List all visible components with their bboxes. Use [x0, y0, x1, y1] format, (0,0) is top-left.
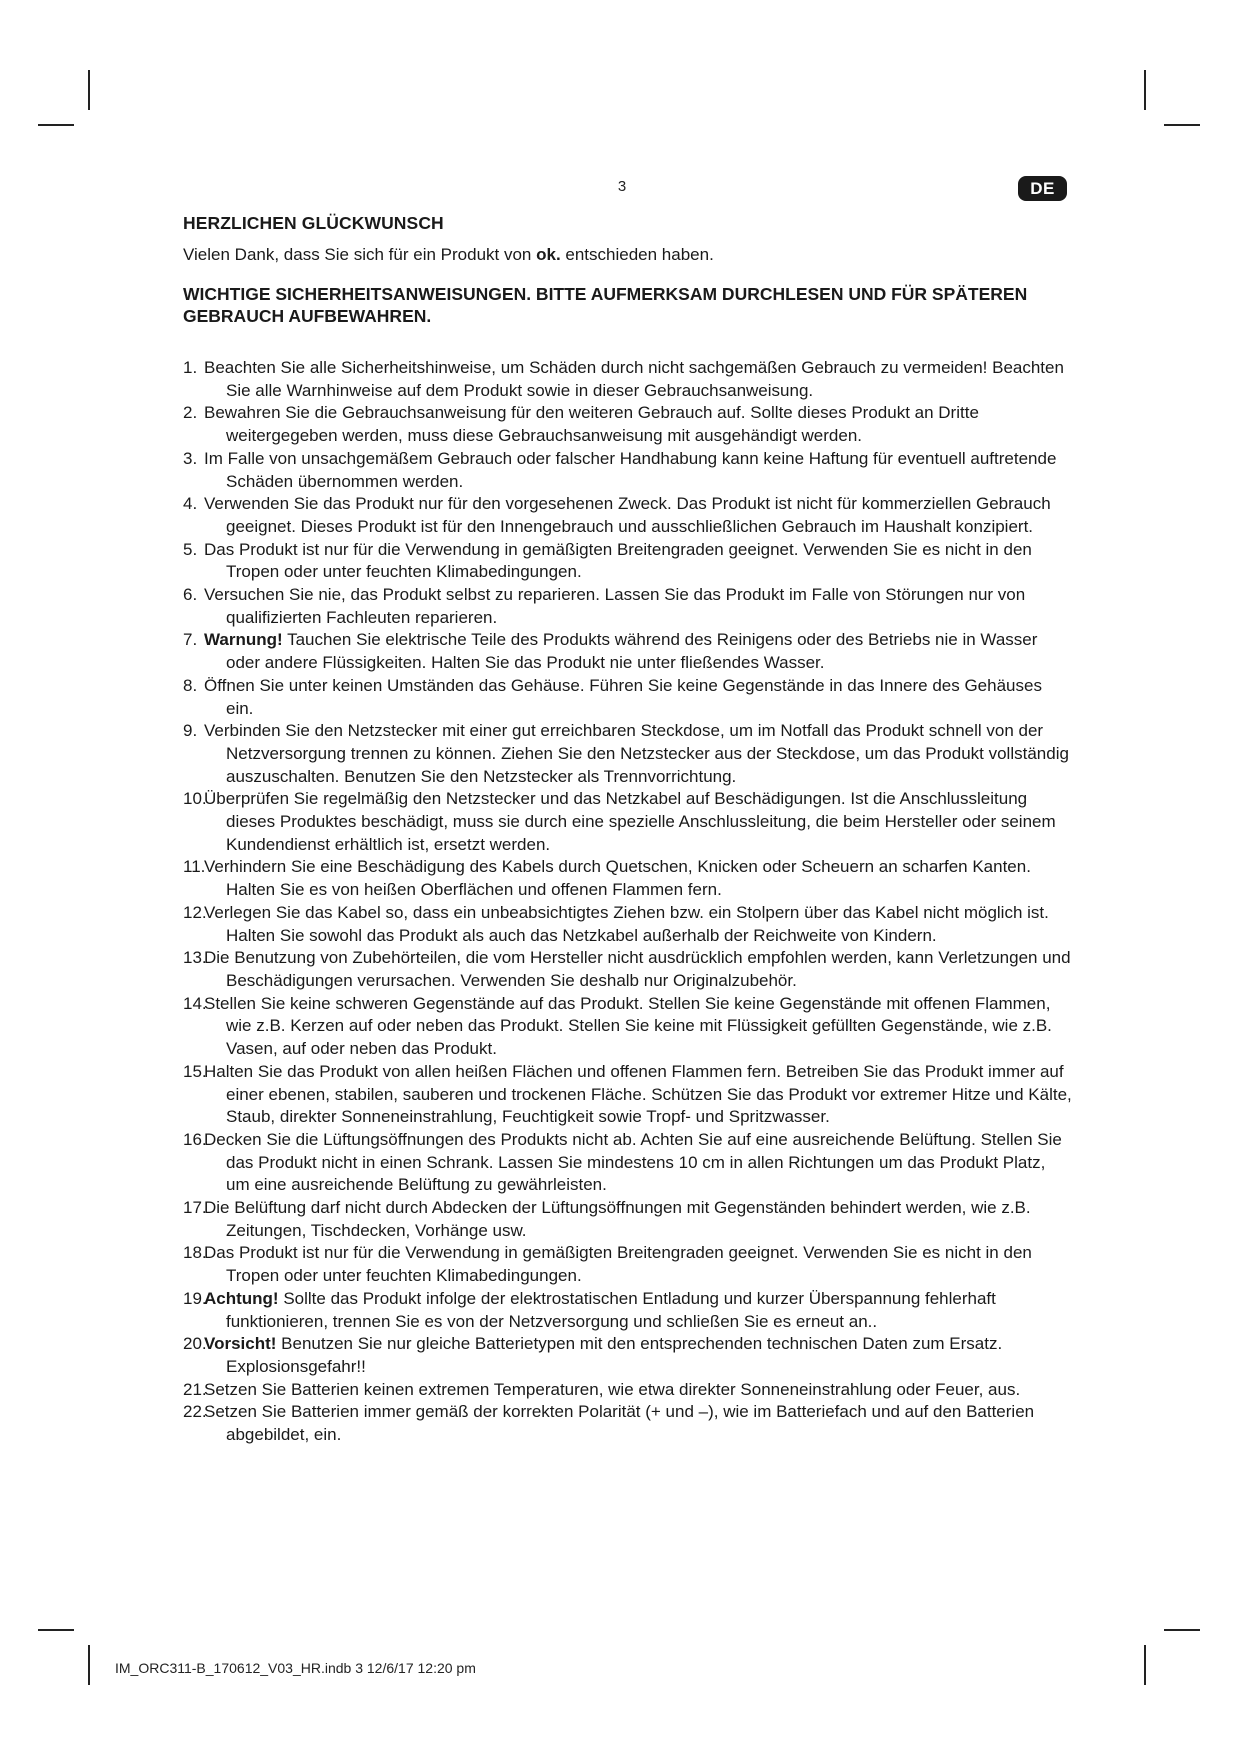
list-item-number: 1. — [183, 358, 198, 377]
print-slug: IM_ORC311-B_170612_V03_HR.indb 3 12/6/17 12:20 pm — [115, 1660, 476, 1676]
list-item-number: 12. — [183, 902, 207, 922]
list-item — [183, 1379, 1073, 1402]
page-number: 3 — [617, 178, 627, 195]
list-item — [183, 720, 1073, 788]
list-item-text: Die Belüftung darf nicht durch Abdecken der Lüftungsöffnungen mit Gegenständen behindert werden, wie z.B. Zeitungen, Tischdecken, Vorhänge usw. — [204, 1198, 1031, 1240]
list-item-text: Beachten Sie alle Sicherheitshinweise, um Schäden durch nicht sachgemäßen Gebrauch zu vermeiden! Beachten Sie alle Warnhinweise auf dem Produkt sowie in dieser Gebrauchsanweisung. — [204, 358, 1064, 400]
list-item — [183, 1242, 1073, 1287]
crop-mark-bottom-left-vertical — [88, 1645, 90, 1685]
list-item-number: 2. — [183, 403, 198, 423]
list-item-number: 9. — [183, 721, 198, 741]
list-item-text: Sollte das Produkt infolge der elektrostatischen Entladung und kurzer Überspannung fehlerhaft funktionieren, trennen Sie es von der Netzversorgung und schließen Sie es erneut an.. — [226, 1288, 996, 1331]
list-item-number: 7. — [183, 630, 198, 650]
list-item-text: Tauchen Sie elektrische Teile des Produkts während des Reinigens oder des Betriebs nie in Wasser oder andere Flüssigkeiten. Halten Sie das Produkt nie unter fließendes Wasser. — [226, 630, 1038, 673]
list-item — [183, 788, 1073, 856]
list-item — [183, 402, 1073, 447]
list-item-number: 22. — [183, 1402, 207, 1422]
document-body — [183, 213, 1073, 1447]
crop-mark-top-right-vertical — [1144, 70, 1146, 110]
list-item-keyword: Vorsicht! — [204, 1334, 277, 1354]
crop-mark-top-right-horizontal — [1164, 124, 1200, 126]
crop-mark-top-left-horizontal — [38, 124, 74, 126]
crop-mark-bottom-right-horizontal — [1164, 1629, 1200, 1631]
crop-mark-top-left-vertical — [88, 70, 90, 110]
list-item — [183, 856, 1073, 901]
list-item — [183, 1333, 1073, 1378]
list-item-number: 10. — [183, 789, 207, 809]
list-item — [183, 629, 1073, 674]
congratulations-heading: HERZLICHEN GLÜCKWUNSCH — [183, 213, 444, 233]
list-item-text: Verbinden Sie den Netzstecker mit einer gut erreichbaren Steckdose, um im Notfall das Produkt schnell von der Netzversorgung trennen zu können. Ziehen Sie den Netzstecker aus der Steckdose, um das Produkt vollständig auszuschalten. Benutzen Sie den Netzstecker als Trennvorrichtung. — [204, 721, 1069, 786]
list-item-text: Bewahren Sie die Gebrauchsanweisung für den weiteren Gebrauch auf. Sollte dieses Produkt an Dritte weitergegeben werden, muss diese Gebrauchsanweisung mit ausgehändigt werden. — [204, 403, 979, 446]
list-item-number: 18. — [183, 1243, 207, 1263]
list-item-number: 3. — [183, 448, 198, 468]
list-item-number: 16. — [183, 1129, 207, 1149]
list-item-number: 21. — [183, 1379, 207, 1399]
list-item-text: Verlegen Sie das Kabel so, dass ein unbeabsichtigtes Ziehen bzw. ein Stolpern über das Kabel nicht möglich ist. Halten Sie sowohl das Produkt als auch das Netzkabel außerhalb der Reichweite von Kindern. — [204, 902, 1049, 945]
list-item-number: 5. — [183, 539, 198, 559]
list-item-text: Decken Sie die Lüftungsöffnungen des Produkts nicht ab. Achten Sie auf eine ausreichende Belüftung. Stellen Sie das Produkt nicht in einen Schrank. Lassen Sie mindestens 10 cm in allen Richtungen um das Produkt Platz, um eine ausreichende Belüftung zu gewährleisten. — [204, 1129, 1062, 1195]
list-item-number: 20. — [183, 1334, 207, 1354]
list-item-text: Überprüfen Sie regelmäßig den Netzstecker und das Netzkabel auf Beschädigungen. Ist die Anschlussleitung dieses Produktes beschädigt, muss sie durch eine spezielle Anschlussleitung, die beim Hersteller oder seinem Kundendienst erhältlich ist, ersetzt werden. — [204, 789, 1056, 854]
list-item-text: Verhindern Sie eine Beschädigung des Kabels durch Quetschen, Knicken oder Scheuern an scharfen Kanten. Halten Sie es von heißen Oberflächen und offenen Flammen fern. — [204, 857, 1031, 900]
list-item-text: Verwenden Sie das Produkt nur für den vorgesehenen Zweck. Das Produkt ist nicht für kommerziellen Gebrauch geeignet. Dieses Produkt ist für den Innengebrauch und ausschließlichen Gebrauch im Haushalt konzipiert. — [204, 494, 1051, 536]
list-item — [183, 493, 1073, 538]
crop-mark-bottom-right-vertical — [1144, 1645, 1146, 1685]
list-item — [183, 1401, 1073, 1446]
list-item — [183, 902, 1073, 947]
intro-paragraph — [183, 244, 1073, 266]
list-item-number: 4. — [183, 494, 198, 514]
list-item — [183, 1197, 1073, 1242]
list-item-text: Stellen Sie keine schweren Gegenstände auf das Produkt. Stellen Sie keine Gegenstände mit offenen Flammen, wie z.B. Kerzen auf oder neben das Produkt. Stellen Sie keine mit Flüssigkeit gefüllten Gegenstände, wie z.B. Vasen, auf oder neben das Produkt. — [204, 993, 1052, 1059]
intro-text-end: entschieden haben. — [560, 245, 714, 264]
list-item-number: 11. — [183, 857, 206, 877]
intro-text-start: Vielen Dank, dass Sie sich für ein Produkt von — [183, 245, 537, 264]
safety-heading: WICHTIGE SICHERHEITSANWEISUNGEN. BITTE AUFMERKSAM DURCHLESEN UND FÜR SPÄTEREN GEBRAUCH AUFBEWAHREN. — [183, 284, 1028, 326]
list-item-text: Setzen Sie Batterien keinen extremen Temperaturen, wie etwa direkter Sonneneinstrahlung oder Feuer, aus. — [204, 1379, 1021, 1399]
list-item — [183, 539, 1073, 584]
list-item — [183, 1288, 1073, 1333]
list-item — [183, 584, 1073, 629]
safety-instructions-list — [183, 357, 1073, 1447]
list-item-text: Im Falle von unsachgemäßem Gebrauch oder falscher Handhabung kann keine Haftung für eventuell auftretende Schäden übernommen werden. — [204, 448, 1057, 491]
list-item-text: Setzen Sie Batterien immer gemäß der korrekten Polarität (+ und –), wie im Batteriefach und auf den Batterien abgebildet, ein. — [204, 1402, 1035, 1445]
list-item — [183, 357, 1073, 402]
brand-name: ok. — [536, 245, 561, 264]
list-item-number: 13. — [183, 948, 207, 968]
list-item-text: Die Benutzung von Zubehörteilen, die vom Hersteller nicht ausdrücklich empfohlen werden, kann Verletzungen und Beschädigungen verursachen. Verwenden Sie deshalb nur Originalzubehör. — [204, 948, 1071, 990]
list-item-text: Das Produkt ist nur für die Verwendung in gemäßigten Breitengraden geeignet. Verwenden Sie es nicht in den Tropen oder unter feuchten Klimabedingungen. — [204, 539, 1032, 582]
list-item-text: Versuchen Sie nie, das Produkt selbst zu reparieren. Lassen Sie das Produkt im Falle von Störungen nur von qualifizierten Fachleuten reparieren. — [204, 585, 1026, 627]
language-badge: DE — [1018, 176, 1067, 201]
list-item-text: Öffnen Sie unter keinen Umständen das Gehäuse. Führen Sie keine Gegenstände in das Innere des Gehäuses ein. — [204, 675, 1042, 718]
list-item-number: 15. — [183, 1061, 207, 1081]
list-item — [183, 947, 1073, 992]
list-item-number: 8. — [183, 675, 198, 695]
list-item-number: 19. — [183, 1288, 207, 1308]
list-item-number: 14. — [183, 993, 207, 1013]
list-item-text: Das Produkt ist nur für die Verwendung in gemäßigten Breitengraden geeignet. Verwenden Sie es nicht in den Tropen oder unter feuchten Klimabedingungen. — [204, 1243, 1032, 1286]
list-item-number: 17. — [183, 1198, 207, 1218]
list-item — [183, 993, 1073, 1061]
list-item-text: Benutzen Sie nur gleiche Batterietypen mit den entsprechenden technischen Daten zum Ersatz. Explosionsgefahr!! — [226, 1334, 1003, 1376]
list-item-number: 6. — [183, 585, 198, 605]
list-item — [183, 448, 1073, 493]
list-item-text: Halten Sie das Produkt von allen heißen Flächen und offenen Flammen fern. Betreiben Sie das Produkt immer auf einer ebenen, stabilen, sauberen und trockenen Fläche. Schützen Sie das Produkt vor extremer Hitze und Kälte, Staub, direkter Sonneneinstrahlung, Feuchtigkeit sowie Tropf- und Spritzwasser. — [204, 1061, 1072, 1127]
list-item-keyword: Achtung! — [204, 1288, 279, 1308]
list-item — [183, 1061, 1073, 1129]
list-item — [183, 1129, 1073, 1197]
crop-mark-bottom-left-horizontal — [38, 1629, 74, 1631]
list-item-keyword: Warnung! — [204, 630, 283, 650]
list-item — [183, 675, 1073, 720]
